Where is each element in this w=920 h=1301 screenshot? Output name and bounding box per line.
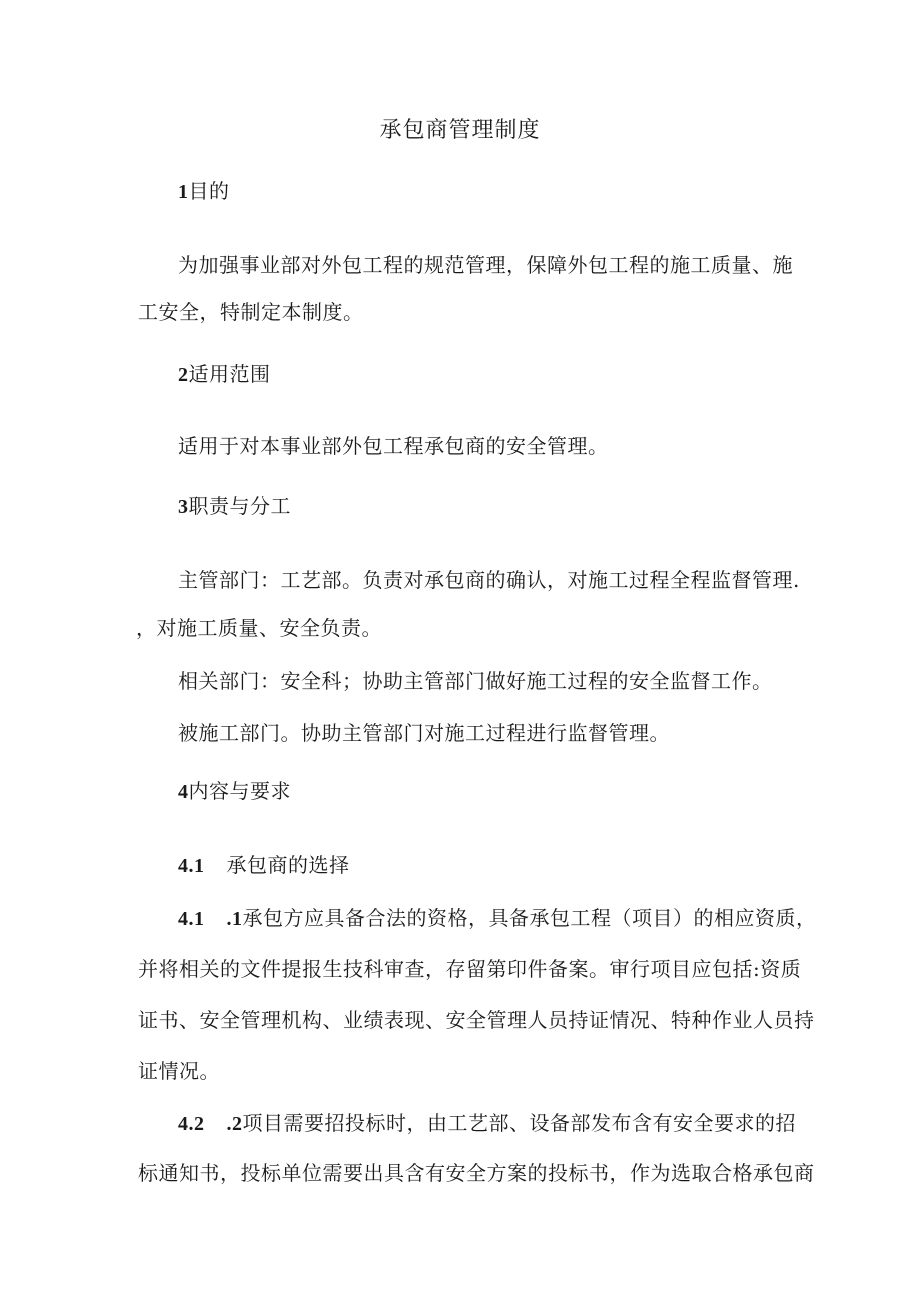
document-title: 承包商管理制度 [379,118,541,143]
section-2-number: 2 [178,364,189,386]
item-4-2-2-line-1 [178,1109,796,1138]
section-2-heading [178,360,271,389]
section-1-title: 目的 [188,179,230,203]
section-2-paragraph: 适用于对本事业部外包工程承包商的安全管理。 [178,434,609,458]
item-4-2-2-subnumber: .2 [226,1113,243,1135]
section-3-paragraph-2: 相关部门：安全科；协助主管部门做好施工过程的安全监督工作。 [178,669,773,693]
item-4-1-1-text-line-2: 并将相关的文件提报生技科审查，存留第印件备案。审行项目应包括:资质 [138,957,802,981]
item-4-1-1-line-1 [178,904,817,933]
item-4-2-2-number: 4.2 [178,1113,205,1135]
section-4-heading [178,777,291,806]
section-4-title: 内容与要求 [188,779,291,803]
item-4-1-1-text-line-4: 证情况。 [138,1059,220,1083]
item-4-1-1-number: 4.1 [178,908,205,930]
subsection-4-1-number: 4.1 [178,855,205,877]
item-4-1-1-text-line-3: 证书、安全管理机构、业绩表现、安全管理人员持证情况、特种作业人员持 [138,1008,815,1032]
section-3-paragraph-3: 被施工部门。协助主管部门对施工过程进行监督管理。 [178,721,670,745]
subsection-4-1-title: 承包商的选择 [226,853,350,877]
section-1-heading [178,177,230,206]
section-2-title: 适用范围 [188,362,271,386]
item-4-1-1-subnumber: .1 [226,908,243,930]
item-4-2-2-text-line-1: 项目需要招投标时，由工艺部、设备部发布含有安全要求的招 [242,1111,796,1135]
section-1-number: 1 [178,181,189,203]
section-1-paragraph-line-2: 工安全，特制定本制度。 [138,300,364,324]
subsection-4-1-heading [178,851,350,880]
section-1-paragraph-line-1: 为加强事业部对外包工程的规范管理，保障外包工程的施工质量、施 [178,253,793,277]
item-4-2-2-text-line-2: 标通知书，投标单位需要出具含有安全方案的投标书，作为选取合格承包商 [138,1161,815,1185]
item-4-1-1-text-line-1: 承包方应具备合法的资格，具备承包工程（项目）的相应资质， [242,906,817,930]
section-3-paragraph-1-line-2: ，对施工质量、安全负责。 [136,616,382,640]
section-3-number: 3 [178,496,189,518]
section-3-title: 职责与分工 [188,494,291,518]
section-3-paragraph-1-line-1: 主管部门：工艺部。负责对承包商的确认，对施工过程全程监督管理. [178,568,800,592]
section-4-number: 4 [178,781,189,803]
section-3-heading [178,492,291,521]
